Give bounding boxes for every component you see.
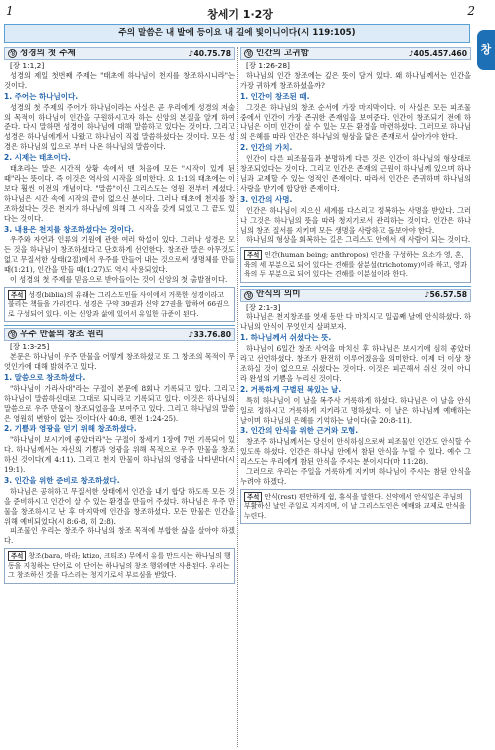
- annotation-box: [4, 287, 235, 322]
- page-number-left: 1: [6, 4, 14, 18]
- section-divider: [240, 286, 471, 287]
- subheading: 3. 내용은 천지를 창조하셨다는 것이다.: [4, 224, 135, 234]
- subheading: 2. 거룩하게 구별된 복있는 날.: [240, 384, 342, 394]
- annotation-text: 창조(bara, 바라; ktizo, 크티조) 무에서 유를 만드시는 하나님의 행동을 지칭하는 단어로 이 단어는 하나님의 창조 행위에만 사용된다. 우리는 그 창조하신 것을 다스리는 청지기로서 부르심을 받았다.: [8, 552, 231, 580]
- hymn-numbers: ♪56.57.58: [424, 290, 467, 300]
- subheading: 1. 인간이 창조된 때.: [240, 91, 310, 101]
- annotation-box: [240, 489, 471, 524]
- section-header: [240, 289, 471, 302]
- book-icon: 성: [9, 331, 16, 339]
- section-title: 성경의 첫 주제: [20, 48, 76, 58]
- annotation-tag: 주석: [244, 250, 262, 260]
- column-divider: [237, 47, 238, 747]
- paragraph: "하나님이 가라사대"라는 구절이 본문에 8회나 기록되고 있다. 그리고 하나님이 말씀하신대로 그대로 되니라고 기록되고 있다. 이것은 하나님의 말씀으로 우주 만물이 창조되었음을 보여주고 있다. 그리고 하나님의 말씀은 영원히 변함이 없는 것이다(사 40:8, 벧전 1:24-25).: [4, 383, 235, 423]
- annotation-text: 안식(rest) 편안하게 쉼, 휴식을 말한다. 신약에서 안식일은 주님의 부활하신 날인 주일로 지켜지며, 이 날 그리스도인은 예배와 교제로 안식을 누린다.: [244, 492, 466, 520]
- book-tab[interactable]: 창: [477, 30, 495, 70]
- section-first-theme: [4, 47, 235, 322]
- section-meaning-of-rest: [240, 289, 471, 525]
- subheading: 2. 시제는 태초이다.: [4, 153, 71, 163]
- paragraph: 그러므로 우리는 주일을 거룩하게 지키며 하나님이 주시는 참된 안식을 누려야 하겠다.: [240, 467, 471, 486]
- section-intro: 하나님의 인간 창조에는 깊은 뜻이 담겨 있다. 왜 하나님께서는 인간을 가장 귀하게 창조하셨을까?: [240, 70, 471, 90]
- paragraph: 피조물인 우리는 창조주 하나님의 창조 목적에 부합한 삶을 살아야 하겠다.: [4, 526, 235, 546]
- subheading: 3. 인간의 안식을 위한 근거와 모형.: [240, 426, 359, 436]
- section-human-dignity: [240, 47, 471, 283]
- annotation-text: 인간(human being; anthropos) 인간을 구성하는 요소가 영, 혼, 육의 세 부분으로 되어 있다는 견해를 삼분설(trichotomy)이라 하고, 영과 육의 두 부분으로 되어 있다는 견해를 이분설이라 한다.: [244, 251, 467, 279]
- section-header: [240, 47, 471, 60]
- hymn-numbers: ♪40.75.78: [188, 48, 231, 58]
- paragraph: 특히 하나님이 이 날을 복주사 거룩하게 하셨다. 하나님은 이 날을 안식일로 정하시고 거룩하게 지키라고 명하셨다. 이 날은 하나님께 예배하는 날이며 하나님의 은혜를 기억하는 날이다(출 20:8-11).: [240, 395, 471, 425]
- paragraph: 인간이 다른 피조물들과 분명하게 다른 것은 인간이 하나님의 형상대로 창조되었다는 것이다. 그리고 인간은 존재의 근원이 하나님께 있으며 하나님과 교제할 수 있는 영적인 존재이다. 따라서 인간은 존귀하며 하나님의 사랑을 받기에 합당한 존재이다.: [240, 154, 471, 193]
- section-intro: 본문은 하나님이 우주 만물을 어떻게 창조하셨고 또 그 창조의 목적이 무엇인가에 대해 밝혀주고 있다.: [4, 352, 235, 371]
- section-intro: 성경의 제일 첫번째 주제는 "태초에 하나님이 천지를 창조하시니라"는 것이다.: [4, 70, 235, 90]
- subheading: 3. 인간의 사명.: [240, 194, 293, 204]
- section-title: 우주 만물의 창조 원리: [20, 329, 104, 339]
- hymn-numbers: ♪33.76.80: [188, 329, 231, 339]
- subheading: 2. 인간의 가치.: [240, 143, 293, 153]
- paragraph: 그것은 하나님의 창조 순서에 가장 마지막이다. 이 사실은 모든 피조물 중에서 인간이 가장 존귀한 존재임을 보여준다. 인간이 창조되기 전에 하나님은 이미 인간이 살 수 있는 모든 환경을 마련하셨다. 그러므로 하나님의 은혜를 따라 인간은 하나님의 형상을 닮은 존재로서 살아가야 한다.: [240, 102, 471, 142]
- scripture-banner: 주의 말씀은 내 발에 등이요 내 길에 빛이니이다(시 119:105): [4, 24, 470, 43]
- subheading: 1. 하나님께서 쉬셨다는 뜻.: [240, 333, 332, 343]
- annotation-box: [240, 247, 471, 282]
- paragraph: 하나님이 6일간 창조 사역을 마치신 후 하나님은 보시기에 심히 좋았더라고 선언하셨다. 창조가 완전히 이루어졌음을 의미한다. 이제 더 이상 창조하실 것이 없으므로 쉬셨다는 것이다. 이것은 피곤해서 쉬신 것이 아니라 완성의 기쁨을 누리신 것이다.: [240, 344, 471, 383]
- paragraph: 태초라는 말은 시간적 상황 속에서 맨 처음에 모든 "시작이 있게 된 때"라는 뜻이다. 즉 이것은 역사의 시작을 의미한다. 요 1:1의 태초에는 이보다 훨씬 이전의 개념이다. "말씀"이신 그리스도는 영원 전부터 계셨다. 하나님은 시간 속에 시작의 끝이 없으신 분이다. 그러나 태초에 천지를 창조하셨다는 것은 천지가 하나님에 의해 그 시작을 갖게 되었고 그 끝도 있다는 것이다.: [4, 164, 235, 223]
- section-header: [4, 47, 235, 60]
- subheading: 1. 주어는 하나님이다.: [4, 91, 79, 101]
- book-icon: 성: [9, 50, 16, 57]
- subheading: 3. 인간을 위한 준비로 창조하셨다.: [4, 475, 120, 485]
- scripture-reference: [장 1:1,2]: [10, 61, 45, 70]
- annotation-tag: 주석: [8, 290, 26, 300]
- page-number-right: 2: [467, 4, 475, 18]
- annotation-box: [4, 548, 235, 583]
- paragraph: 이 성경의 첫 주제를 믿음으로 받아들이는 것이 신앙의 첫 출발점이다.: [10, 275, 228, 285]
- right-column: [240, 47, 471, 747]
- paragraph: 하나님의 형상을 회복하는 길은 그리스도 안에서 새 사람이 되는 것이다.: [246, 235, 471, 245]
- section-header: [4, 328, 235, 341]
- subheading: 1. 말씀으로 창조하셨다.: [4, 372, 86, 382]
- scripture-reference: [장 1:3-25]: [10, 342, 50, 352]
- annotation-tag: 주석: [244, 492, 262, 502]
- annotation-text: 성경(biblia)의 유래는 그리스도인들 사이에서 거룩한 성경이라고 불리는 책들을 가리킨다. 성경은 구약 39권과 신약 27권을 합하여 66권으로 구성되어 있다. 이는 신앙과 삶에 있어서 유일한 규준이 된다.: [8, 290, 230, 318]
- section-title: 안식의 의미: [256, 290, 301, 300]
- scripture-reference: [장 1:26-28]: [246, 61, 290, 70]
- section-intro: 하나님은 천지창조를 엿새 동안 다 마치시고 일곱째 날에 안식하셨다. 하나님의 안식이 무엇인지 살펴보자.: [240, 312, 471, 332]
- hymn-numbers: ♪405.457.460: [408, 48, 467, 58]
- paragraph: 우주와 자연과 인류의 기원에 관한 여러 학설이 있다. 그러나 성경은 모든 것을 하나님이 창조하셨다고 단호하게 선언한다. 창조란 말은 아무것도 없고 무질서한 상태(2절)에서 우주를 만들어 내는 것으로써 생명체를 만들 때(1:21), 인간을 만들 때(1:27)도 역시 사용되었다.: [4, 235, 235, 275]
- paragraph: 성경의 첫 주제의 주어가 하나님이라는 사실은 곧 우리에게 성경의 저술의 목적이 하나님이 인간을 구원하시고자 하는 신앙의 본질을 알게 하여 준다. 다시 말하면 성경이 하나님에 대해 말씀하고 있다는 것이다. 그리고 성경은 하나님에게서 나왔고 하나님이 직접 말씀하셨다는 것이다. 모든 성경은 하나님의 입으로 부터 나온 하나님의 말씀이다.: [4, 102, 235, 152]
- paragraph: 인간은 하나님이 지으신 세계를 다스리고 정복하는 사명을 받았다. 그러나 그것은 하나님의 뜻을 따라 청지기로서 관리하는 것이다. 인간은 하나님의 창조 질서를 지키며 모든 생명을 사랑하고 돌보아야 한다.: [240, 205, 471, 235]
- running-header: 창세기 1·2장: [207, 8, 273, 21]
- book-icon: 성: [245, 291, 252, 299]
- scripture-reference: [장 2:1-3]: [246, 302, 281, 312]
- subheading: 2. 기쁨과 영광을 얻기 위해 창조하셨다.: [4, 424, 137, 434]
- section-title: 인간의 고귀함: [256, 48, 309, 58]
- paragraph: "하나님이 보시기에 좋았더라"는 구절이 창세기 1장에 7번 기록되어 있다. 하나님께서는 자신의 기쁨과 영광을 위해 목적으로 우주 만물을 창조하신 것이다(계 4:11). 그리고 천지 만물이 하나님의 영광을 나타낸다(시 19:1).: [4, 435, 235, 475]
- annotation-tag: 주석: [8, 551, 26, 561]
- section-divider: [4, 325, 235, 326]
- paragraph: 창조주 하나님께서는 당신이 안식하심으로써 피조물인 인간도 안식할 수 있도록 하셨다. 인간은 하나님 안에서 참된 안식을 누릴 수 있다. 예수 그리스도는 우리에게 참된 안식을 주시는 분이시다(마 11:28).: [240, 437, 471, 467]
- section-creation-principle: [4, 328, 235, 583]
- book-icon: 성: [245, 50, 252, 57]
- left-column: [4, 47, 235, 747]
- paragraph: 하나님은 공허하고 무질서한 상태에서 인간을 내기 합당 하도록 모든 것을 준비하시고 인간이 살 수 있는 환경을 만들어 주셨다. 하나님은 우주 만물을 창조하시고 난 후 마지막에 인간을 창조하셨다. 모든 만물은 인간을 위해 예비되었다(시 8:6-8, 히 2:8).: [4, 486, 235, 526]
